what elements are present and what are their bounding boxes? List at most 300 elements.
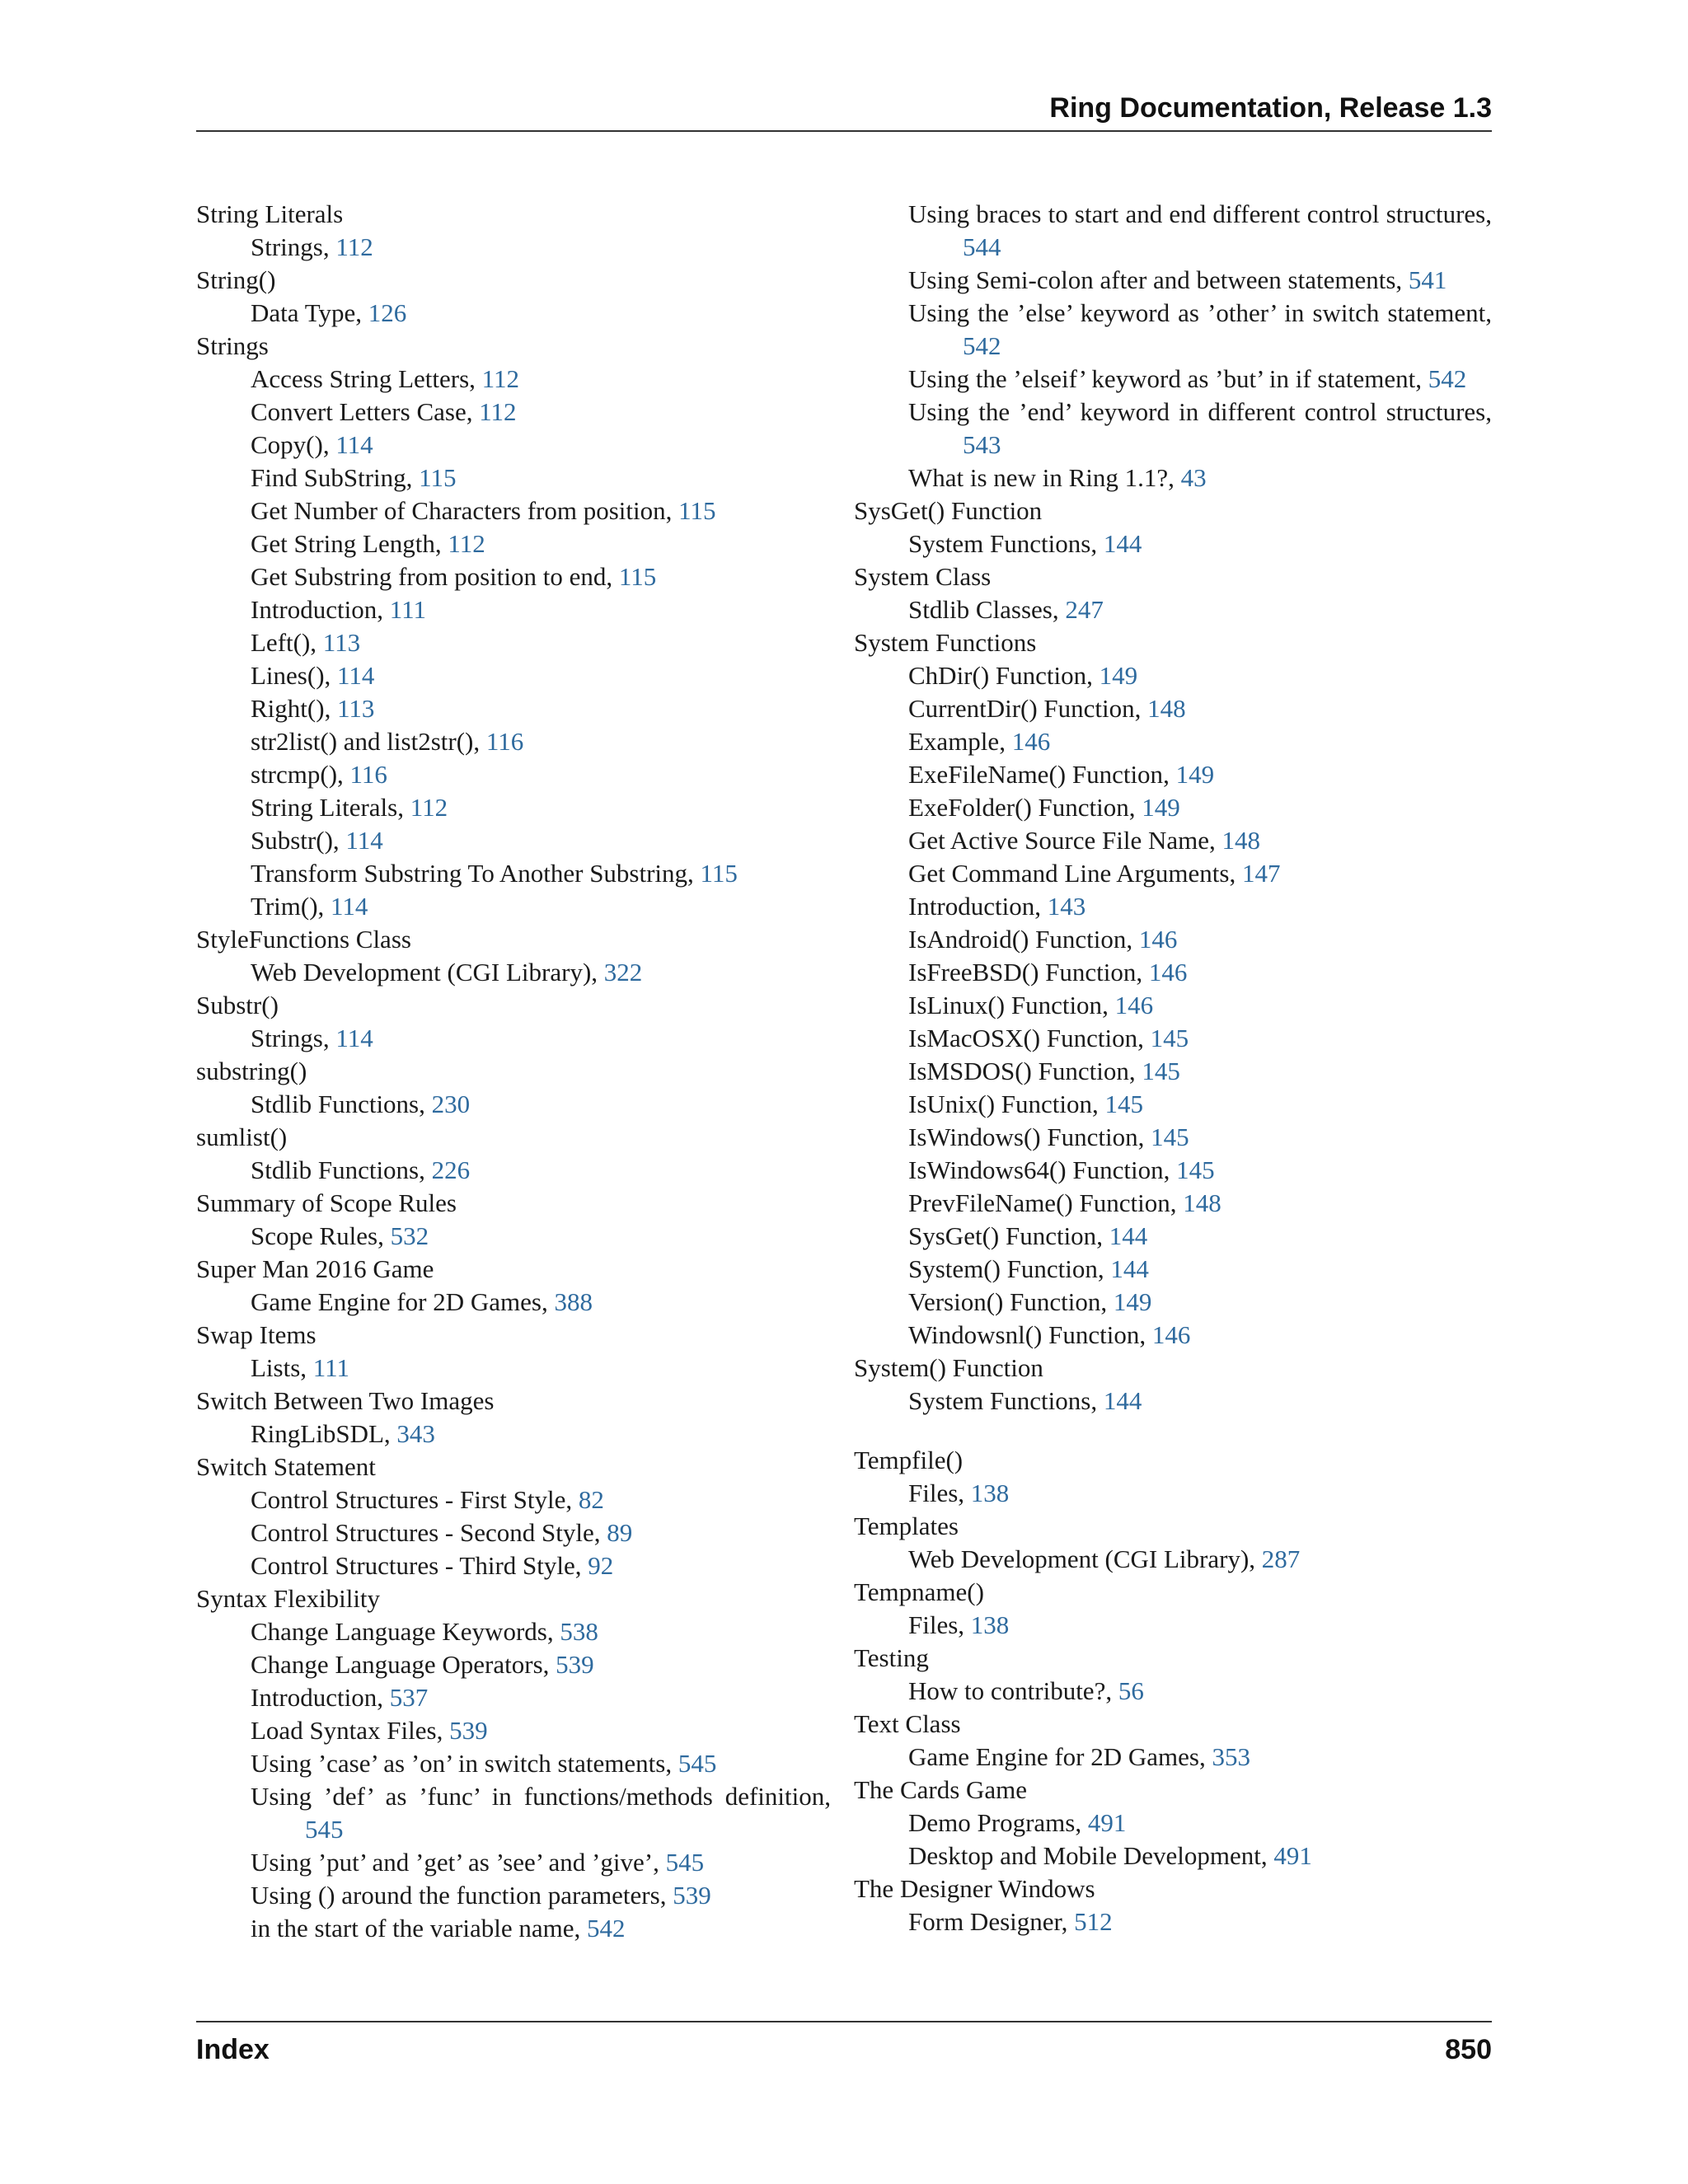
index-entry bbox=[854, 1510, 1492, 1576]
page-reference-link[interactable]: 113 bbox=[337, 694, 375, 723]
index-entry bbox=[854, 1774, 1492, 1872]
separator: , bbox=[469, 364, 482, 393]
page-reference-link[interactable]: 539 bbox=[449, 1716, 488, 1745]
page-reference-link[interactable]: 149 bbox=[1113, 1287, 1152, 1316]
separator: , bbox=[546, 1617, 560, 1646]
subentry-text: Get Command Line Arguments bbox=[908, 859, 1230, 888]
subentry-text: Form Designer bbox=[908, 1907, 1062, 1936]
separator: , bbox=[1092, 1090, 1105, 1118]
separator: , bbox=[574, 1914, 588, 1943]
page-reference-link[interactable]: 146 bbox=[1011, 727, 1051, 756]
page-reference-link[interactable]: 147 bbox=[1241, 859, 1281, 888]
page-reference-link[interactable]: 89 bbox=[607, 1518, 633, 1547]
index-subentry bbox=[908, 462, 1492, 494]
index-subentry bbox=[908, 956, 1492, 989]
subentry-text: Windowsnl() Function bbox=[908, 1320, 1140, 1349]
index-entry bbox=[854, 1708, 1492, 1774]
separator: , bbox=[419, 1090, 432, 1118]
page-reference-link[interactable]: 111 bbox=[389, 595, 426, 624]
index-subentry bbox=[908, 824, 1492, 857]
separator: , bbox=[1260, 1841, 1274, 1870]
page-reference-link[interactable]: 322 bbox=[603, 958, 643, 987]
index-term: Templates bbox=[854, 1511, 959, 1540]
separator: , bbox=[324, 661, 338, 690]
index-column-left bbox=[196, 198, 831, 1945]
separator: , bbox=[1100, 1287, 1114, 1316]
separator: , bbox=[1163, 1155, 1177, 1184]
subentry-text: Demo Programs bbox=[908, 1808, 1076, 1837]
index-entry bbox=[854, 560, 1492, 626]
separator: , bbox=[419, 1155, 432, 1184]
subentry-text: Version() Function bbox=[908, 1287, 1101, 1316]
page-reference-link[interactable]: 112 bbox=[481, 364, 520, 393]
index-subentry bbox=[908, 659, 1492, 692]
page-reference-link[interactable]: 115 bbox=[419, 463, 457, 492]
index-subentry bbox=[251, 1879, 831, 1912]
separator: , bbox=[1090, 529, 1104, 558]
page-reference-link[interactable]: 343 bbox=[396, 1419, 435, 1448]
page-reference-link[interactable]: 537 bbox=[389, 1683, 429, 1712]
subentry-text: Using ’case’ as ’on’ in switch statements bbox=[251, 1749, 666, 1778]
index-subentry bbox=[251, 363, 831, 396]
separator: , bbox=[1134, 694, 1148, 723]
separator: , bbox=[1249, 1544, 1262, 1573]
index-subentry bbox=[251, 956, 831, 989]
page-reference-link[interactable]: 144 bbox=[1103, 529, 1142, 558]
separator: , bbox=[1097, 1254, 1111, 1283]
index-subentry bbox=[908, 1840, 1492, 1872]
separator: , bbox=[466, 397, 480, 426]
index-subentry bbox=[251, 1220, 831, 1253]
page-reference-link[interactable]: 226 bbox=[431, 1155, 471, 1184]
subentry-text: ExeFolder() Function bbox=[908, 793, 1129, 822]
index-entry bbox=[854, 1872, 1492, 1938]
separator: , bbox=[322, 1024, 336, 1052]
separator: , bbox=[310, 628, 323, 657]
page-reference-link[interactable]: 43 bbox=[1180, 463, 1207, 492]
page-reference-link[interactable]: 539 bbox=[673, 1881, 711, 1910]
index-subentry bbox=[251, 1352, 831, 1385]
index-subentry bbox=[251, 527, 831, 560]
index-term: substring() bbox=[196, 1057, 307, 1085]
page-reference-link[interactable]: 388 bbox=[554, 1287, 593, 1316]
subentry-text: Change Language Keywords bbox=[251, 1617, 547, 1646]
index-subentry bbox=[908, 1121, 1492, 1154]
page-reference-link[interactable]: 149 bbox=[1099, 661, 1138, 690]
subentry-text: Right() bbox=[251, 694, 325, 723]
page-reference-link[interactable]: 145 bbox=[1176, 1155, 1215, 1184]
separator: , bbox=[377, 595, 390, 624]
page-reference-link[interactable]: 145 bbox=[1150, 1024, 1189, 1052]
index-subentry bbox=[908, 1905, 1492, 1938]
subentry-text: System Functions bbox=[908, 1386, 1091, 1415]
index-entry bbox=[854, 626, 1492, 1352]
index-subentry bbox=[908, 363, 1492, 396]
page-reference-link[interactable]: 544 bbox=[963, 232, 1001, 261]
page-reference-link[interactable]: 230 bbox=[431, 1090, 471, 1118]
subentry-text: Get String Length bbox=[251, 529, 435, 558]
page-reference-link[interactable]: 111 bbox=[312, 1353, 349, 1382]
subentry-text: Get Active Source File Name bbox=[908, 826, 1210, 855]
index-term: The Designer Windows bbox=[854, 1874, 1095, 1903]
separator: , bbox=[574, 1551, 588, 1580]
index-subentry bbox=[908, 1543, 1492, 1576]
index-entry bbox=[196, 198, 831, 264]
separator: , bbox=[958, 1610, 971, 1639]
index-subentry bbox=[908, 725, 1492, 758]
subentry-text: Files bbox=[908, 1479, 959, 1507]
page-reference-link[interactable]: 112 bbox=[410, 793, 448, 822]
index-subentry bbox=[251, 1286, 831, 1319]
index-entry bbox=[196, 923, 831, 989]
subentry-text: Desktop and Mobile Development bbox=[908, 1841, 1261, 1870]
separator: , bbox=[1137, 1122, 1151, 1151]
index-term: Testing bbox=[854, 1643, 929, 1672]
page-reference-link[interactable]: 532 bbox=[390, 1221, 429, 1250]
separator: , bbox=[999, 727, 1012, 756]
separator: , bbox=[606, 562, 619, 591]
separator: , bbox=[591, 958, 604, 987]
page-reference-link[interactable]: 353 bbox=[1212, 1742, 1250, 1771]
separator: , bbox=[1105, 1676, 1118, 1705]
page-reference-link[interactable]: 113 bbox=[322, 628, 361, 657]
index-term: Swap Items bbox=[196, 1320, 316, 1349]
index-subentry bbox=[908, 527, 1492, 560]
separator: , bbox=[653, 1848, 666, 1877]
subentry-text: Find SubString bbox=[251, 463, 406, 492]
index-entry bbox=[854, 1642, 1492, 1708]
separator: , bbox=[565, 1485, 579, 1514]
page-reference-link[interactable]: 542 bbox=[587, 1914, 626, 1943]
page-reference-link[interactable]: 144 bbox=[1110, 1254, 1149, 1283]
page-reference-link[interactable]: 148 bbox=[1183, 1188, 1221, 1217]
subentry-text: Strings bbox=[251, 1024, 323, 1052]
subentry-text: Lines() bbox=[251, 661, 325, 690]
separator: , bbox=[1075, 1808, 1088, 1837]
index-column-right bbox=[854, 198, 1492, 1938]
index-term: System() Function bbox=[854, 1353, 1043, 1382]
separator: , bbox=[1034, 892, 1048, 921]
subentry-text: Convert Letters Case bbox=[251, 397, 467, 426]
page-reference-link[interactable]: 146 bbox=[1114, 991, 1154, 1019]
index-subentry bbox=[251, 1780, 831, 1846]
separator: , bbox=[541, 1287, 555, 1316]
index-term: Switch Statement bbox=[196, 1452, 376, 1481]
index-subentry bbox=[251, 1714, 831, 1747]
index-term: Switch Between Two Images bbox=[196, 1386, 495, 1415]
subentry-text: Using the ’end’ keyword in different control structures bbox=[908, 397, 1486, 426]
index-subentry bbox=[251, 1088, 831, 1121]
index-entry bbox=[196, 1582, 831, 1945]
document-title: Ring Documentation, Release 1.3 bbox=[1049, 92, 1492, 124]
page-reference-link[interactable]: 116 bbox=[349, 760, 387, 789]
index-subentry bbox=[908, 264, 1492, 297]
page-reference-link[interactable]: 149 bbox=[1142, 793, 1180, 822]
index-subentry bbox=[908, 989, 1492, 1022]
index-subentry bbox=[251, 1483, 831, 1516]
subentry-text: IsWindows() Function bbox=[908, 1122, 1138, 1151]
index-entry bbox=[196, 264, 831, 330]
index-subentry bbox=[251, 494, 831, 527]
index-term: Super Man 2016 Game bbox=[196, 1254, 434, 1283]
subentry-text: Using the ’elseif’ keyword as ’but’ in if statement bbox=[908, 364, 1416, 393]
letter-group-gap bbox=[854, 1418, 1492, 1444]
page-reference-link[interactable]: 114 bbox=[337, 661, 375, 690]
separator: , bbox=[406, 463, 420, 492]
page-reference-link[interactable]: 115 bbox=[618, 562, 657, 591]
separator: , bbox=[1096, 1221, 1109, 1250]
separator: , bbox=[1485, 199, 1492, 228]
separator: , bbox=[1485, 298, 1492, 327]
index-entry bbox=[854, 1444, 1492, 1510]
subentry-text: RingLibSDL bbox=[251, 1419, 384, 1448]
index-subentry bbox=[251, 1516, 831, 1549]
separator: , bbox=[1052, 595, 1066, 624]
index-subentry bbox=[908, 923, 1492, 956]
separator: , bbox=[300, 1353, 313, 1382]
index-term: String Literals bbox=[196, 199, 344, 228]
index-term: System Class bbox=[854, 562, 992, 591]
index-subentry bbox=[908, 198, 1492, 264]
subentry-text: IsFreeBSD() Function bbox=[908, 958, 1137, 987]
index-subentry bbox=[908, 1609, 1492, 1642]
separator: , bbox=[355, 298, 368, 327]
subentry-text: Introduction bbox=[251, 595, 377, 624]
index-entry bbox=[854, 494, 1492, 560]
separator: , bbox=[383, 1419, 397, 1448]
page-reference-link[interactable]: 138 bbox=[970, 1610, 1010, 1639]
subentry-text: ChDir() Function bbox=[908, 661, 1087, 690]
index-term: StyleFunctions Class bbox=[196, 925, 411, 954]
subentry-text: Using ’def’ as ’func’ in functions/methods definition bbox=[251, 1782, 825, 1811]
subentry-text: Scope Rules bbox=[251, 1221, 378, 1250]
subentry-text: Web Development (CGI Library) bbox=[908, 1544, 1250, 1573]
index-term: SysGet() Function bbox=[854, 496, 1043, 525]
index-entry bbox=[196, 1451, 831, 1582]
page-reference-link[interactable]: 148 bbox=[1147, 694, 1186, 723]
page-reference-link[interactable]: 541 bbox=[1408, 265, 1447, 294]
index-term: String() bbox=[196, 265, 276, 294]
index-subentry bbox=[908, 1675, 1492, 1708]
index-subentry bbox=[908, 1385, 1492, 1418]
index-subentry bbox=[251, 462, 831, 494]
subentry-text: Trim() bbox=[251, 892, 318, 921]
subentry-text: Introduction bbox=[908, 892, 1035, 921]
separator: , bbox=[436, 1716, 450, 1745]
page-reference-link[interactable]: 138 bbox=[970, 1479, 1010, 1507]
page-reference-link[interactable]: 491 bbox=[1087, 1808, 1127, 1837]
separator: , bbox=[317, 892, 331, 921]
page-reference-link[interactable]: 545 bbox=[305, 1815, 344, 1844]
page-reference-link[interactable]: 144 bbox=[1109, 1221, 1148, 1250]
index-term: Strings bbox=[196, 331, 269, 360]
page-reference-link[interactable]: 539 bbox=[556, 1650, 594, 1679]
page-reference-link[interactable]: 542 bbox=[963, 331, 1001, 360]
index-subentry bbox=[908, 857, 1492, 890]
separator: , bbox=[1128, 793, 1142, 822]
page-reference-link[interactable]: 114 bbox=[335, 430, 373, 459]
index-subentry bbox=[908, 297, 1492, 363]
index-subentry bbox=[251, 1747, 831, 1780]
separator: , bbox=[1136, 958, 1149, 987]
separator: , bbox=[397, 793, 410, 822]
subentry-text: Stdlib Functions bbox=[251, 1155, 420, 1184]
index-entry bbox=[196, 1055, 831, 1121]
page-reference-link[interactable]: 146 bbox=[1138, 925, 1178, 954]
separator: , bbox=[1485, 397, 1492, 426]
page-reference-link[interactable]: 114 bbox=[335, 1024, 373, 1052]
subentry-text: CurrentDir() Function bbox=[908, 694, 1135, 723]
page-reference-link[interactable]: 543 bbox=[963, 430, 1001, 459]
index-subentry bbox=[908, 1022, 1492, 1055]
page-reference-link[interactable]: 538 bbox=[560, 1617, 598, 1646]
index-term: Tempfile() bbox=[854, 1446, 964, 1474]
page-reference-link[interactable]: 287 bbox=[1261, 1544, 1301, 1573]
page-reference-link[interactable]: 115 bbox=[678, 496, 716, 525]
index-subentry bbox=[908, 758, 1492, 791]
subentry-text: System() Function bbox=[908, 1254, 1098, 1283]
subentry-text: Access String Letters bbox=[251, 364, 470, 393]
subentry-text: PrevFileName() Function bbox=[908, 1188, 1170, 1217]
index-term: System Functions bbox=[854, 628, 1037, 657]
subentry-text: Get Substring from position to end bbox=[251, 562, 607, 591]
index-term: Summary of Scope Rules bbox=[196, 1188, 457, 1217]
subentry-text: Substr() bbox=[251, 826, 333, 855]
index-subentry bbox=[251, 1912, 831, 1945]
separator: , bbox=[1090, 1386, 1104, 1415]
index-term: The Cards Game bbox=[854, 1775, 1028, 1804]
index-subentry bbox=[251, 692, 831, 725]
subentry-text: Using Semi-colon after and between statements bbox=[908, 265, 1396, 294]
index-entry bbox=[196, 989, 831, 1055]
index-subentry bbox=[251, 626, 831, 659]
index-entry bbox=[196, 1187, 831, 1253]
page-reference-link[interactable]: 56 bbox=[1118, 1676, 1144, 1705]
page-reference-link[interactable]: 116 bbox=[485, 727, 524, 756]
index-subentry bbox=[251, 1681, 831, 1714]
index-subentry bbox=[908, 1220, 1492, 1253]
subentry-text: What is new in Ring 1.1? bbox=[908, 463, 1169, 492]
index-subentry bbox=[251, 1549, 831, 1582]
subentry-text: strcmp() bbox=[251, 760, 338, 789]
subentry-text: System Functions bbox=[908, 529, 1091, 558]
index-subentry bbox=[908, 1187, 1492, 1220]
index-entry bbox=[854, 198, 1492, 494]
separator: , bbox=[1170, 1188, 1184, 1217]
page-reference-link[interactable]: 112 bbox=[479, 397, 517, 426]
page-number: 850 bbox=[1445, 2034, 1492, 2065]
separator: , bbox=[659, 1881, 673, 1910]
index-subentry bbox=[908, 890, 1492, 923]
separator: , bbox=[958, 1479, 971, 1507]
page-reference-link[interactable]: 146 bbox=[1151, 1320, 1191, 1349]
subentry-text: IsMSDOS() Function bbox=[908, 1057, 1129, 1085]
index-subentry bbox=[251, 1022, 831, 1055]
page-reference-link[interactable]: 82 bbox=[578, 1485, 604, 1514]
subentry-text: Game Engine for 2D Games bbox=[908, 1742, 1199, 1771]
index-subentry bbox=[908, 593, 1492, 626]
subentry-text: Strings bbox=[251, 232, 323, 261]
separator: , bbox=[824, 1782, 831, 1811]
page-reference-link[interactable]: 144 bbox=[1103, 1386, 1142, 1415]
index-term: Substr() bbox=[196, 991, 279, 1019]
separator: , bbox=[473, 727, 486, 756]
index-subentry bbox=[908, 1319, 1492, 1352]
separator: , bbox=[1126, 925, 1139, 954]
index-subentry bbox=[251, 1648, 831, 1681]
page-reference-link[interactable]: 146 bbox=[1148, 958, 1188, 987]
separator: , bbox=[542, 1650, 556, 1679]
index-subentry bbox=[908, 1253, 1492, 1286]
page-reference-link[interactable]: 145 bbox=[1142, 1057, 1180, 1085]
page-reference-link[interactable]: 126 bbox=[368, 298, 407, 327]
index-subentry bbox=[908, 1088, 1492, 1121]
page-reference-link[interactable]: 491 bbox=[1273, 1841, 1312, 1870]
index-subentry bbox=[251, 396, 831, 429]
index-subentry bbox=[251, 890, 831, 923]
index-subentry bbox=[251, 1615, 831, 1648]
page-reference-link[interactable]: 114 bbox=[331, 892, 368, 921]
page-reference-link[interactable]: 545 bbox=[678, 1749, 717, 1778]
subentry-text: String Literals bbox=[251, 793, 398, 822]
page-reference-link[interactable]: 115 bbox=[700, 859, 738, 888]
page-reference-link[interactable]: 92 bbox=[588, 1551, 614, 1580]
separator: , bbox=[665, 496, 679, 525]
page-reference-link[interactable]: 148 bbox=[1221, 826, 1261, 855]
page-reference-link[interactable]: 145 bbox=[1151, 1122, 1189, 1151]
subentry-text: Game Engine for 2D Games bbox=[251, 1287, 542, 1316]
page-reference-link[interactable]: 542 bbox=[1428, 364, 1467, 393]
separator: , bbox=[593, 1518, 607, 1547]
subentry-text: Lists bbox=[251, 1353, 301, 1382]
index-entry bbox=[854, 1576, 1492, 1642]
subentry-text: Example bbox=[908, 727, 1000, 756]
index-subentry bbox=[251, 1154, 831, 1187]
separator: , bbox=[1229, 859, 1242, 888]
subentry-text: Stdlib Functions bbox=[251, 1090, 420, 1118]
page-reference-link[interactable]: 512 bbox=[1074, 1907, 1113, 1936]
subentry-text: Data Type bbox=[251, 298, 356, 327]
separator: , bbox=[1128, 1057, 1142, 1085]
index-term: Tempname() bbox=[854, 1577, 984, 1606]
page-reference-link[interactable]: 149 bbox=[1175, 760, 1215, 789]
subentry-text: ExeFileName() Function bbox=[908, 760, 1164, 789]
index-subentry bbox=[908, 1807, 1492, 1840]
subentry-text: Control Structures - First Style bbox=[251, 1485, 566, 1514]
page-reference-link[interactable]: 247 bbox=[1065, 595, 1104, 624]
separator: , bbox=[337, 760, 350, 789]
subentry-text: Using () around the function parameters bbox=[251, 1881, 660, 1910]
subentry-text: str2list() and list2str() bbox=[251, 727, 474, 756]
page-reference-link[interactable]: 112 bbox=[335, 232, 373, 261]
index-subentry bbox=[251, 758, 831, 791]
index-subentry bbox=[251, 824, 831, 857]
page-reference-link[interactable]: 114 bbox=[345, 826, 383, 855]
index-term: Syntax Flexibility bbox=[196, 1584, 381, 1613]
index-subentry bbox=[908, 1286, 1492, 1319]
subentry-text: Transform Substring To Another Substring bbox=[251, 859, 688, 888]
page-reference-link[interactable]: 143 bbox=[1047, 892, 1086, 921]
index-subentry bbox=[251, 1418, 831, 1451]
page-reference-link[interactable]: 545 bbox=[665, 1848, 705, 1877]
index-subentry bbox=[251, 725, 831, 758]
index-subentry bbox=[251, 1846, 831, 1879]
separator: , bbox=[665, 1749, 678, 1778]
separator: , bbox=[322, 232, 336, 261]
page-reference-link[interactable]: 145 bbox=[1104, 1090, 1144, 1118]
separator: , bbox=[1415, 364, 1428, 393]
page-reference-link[interactable]: 112 bbox=[448, 529, 485, 558]
